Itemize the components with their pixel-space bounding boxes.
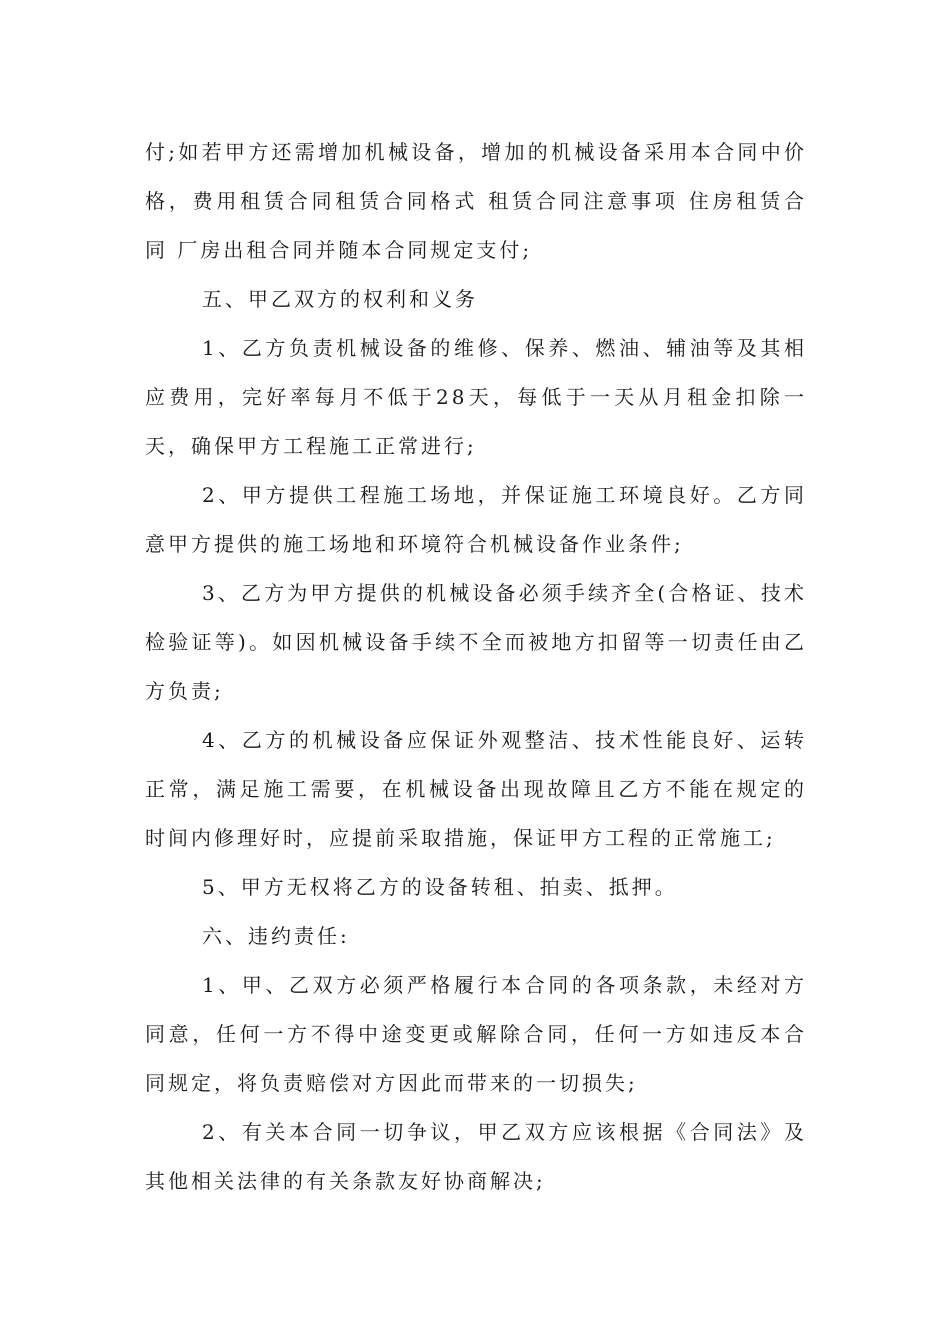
clause-6-2: 2、有关本合同一切争议，甲乙双方应该根据《合同法》及其他相关法律的有关条款友好协商解决; [145,1120,807,1193]
clause-5-3: 3、乙方为甲方提供的机械设备必须手续齐全(合格证、技术检验证等)。如因机械设备手续不全而被地方扣留等一切责任由乙方负责; [145,581,807,703]
document-body [145,128,807,1206]
paragraph-continuation: 付;如若甲方还需增加机械设备，增加的机械设备采用本合同中价格，费用租赁合同租赁合同格式 租赁合同注意事项 住房租赁合同 厂房出租合同并随本合同规定支付; [145,140,807,262]
section-heading-breach-liability: 六、违约责任: [202,924,350,948]
clause-5-4: 4、乙方的机械设备应保证外观整洁、技术性能良好、运转正常，满足施工需要，在机械设备出现故障且乙方不能在规定的时间内修理好时，应提前采取措施，保证甲方工程的正常施工; [145,728,807,850]
clause-6-1: 1、甲、乙双方必须严格履行本合同的各项条款，未经对方同意，任何一方不得中途变更或解除合同，任何一方如违反本合同规定，将负责赔偿对方因此而带来的一切损失; [145,973,807,1095]
clause-5-1: 1、乙方负责机械设备的维修、保养、燃油、辅油等及其相应费用，完好率每月不低于28天，每低于一天从月租金扣除一天，确保甲方工程施工正常进行; [145,336,807,458]
clause-5-2: 2、甲方提供工程施工场地，并保证施工环境良好。乙方同意甲方提供的施工场地和环境符合机械设备作业条件; [145,483,807,556]
section-heading-rights-obligations: 五、甲乙双方的权利和义务 [202,287,478,311]
clause-5-5: 5、甲方无权将乙方的设备转租、拍卖、抵押。 [202,875,678,899]
